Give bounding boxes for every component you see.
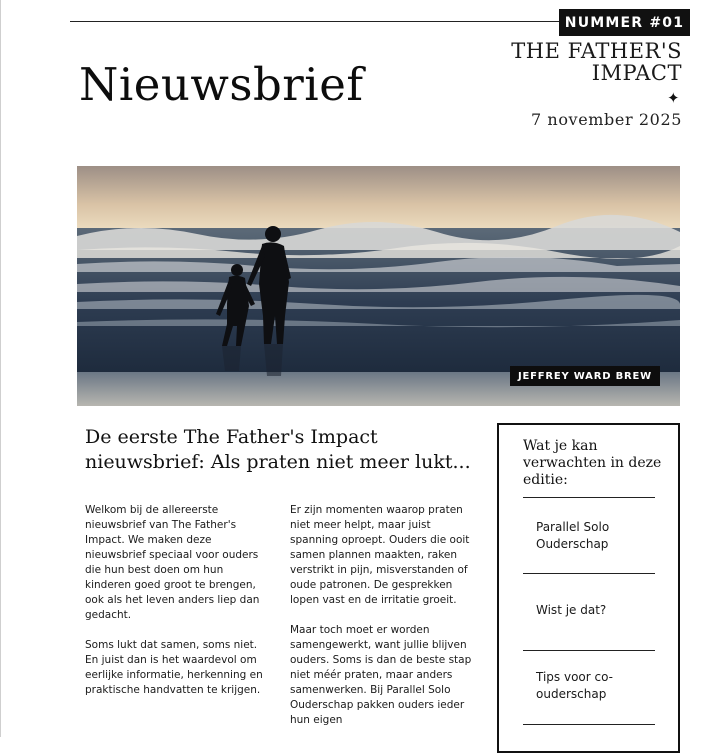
issue-badge: NUMMER #01 xyxy=(559,9,690,36)
contents-item-wist-je-dat[interactable]: Wist je dat? xyxy=(536,603,607,617)
article-paragraph: Soms lukt dat samen, soms niet. En juist dan is het waardevol om eerlijke informatie, herkenning en praktische handvatten te krijgen. xyxy=(85,639,263,696)
article-column-1 xyxy=(85,503,270,713)
divider xyxy=(523,650,655,651)
divider xyxy=(523,724,655,725)
article-column-2 xyxy=(290,503,475,743)
brand-name xyxy=(511,40,682,84)
page-edge xyxy=(0,0,1,737)
brand-line-1: THE FATHER'S xyxy=(511,39,682,63)
article-headline: De eerste The Father's Impact nieuwsbrief: Als praten niet meer lukt... xyxy=(85,426,471,473)
sparkle-icon: ✦ xyxy=(667,89,680,107)
contents-sidebar xyxy=(497,423,680,753)
article-paragraph: Maar toch moet er worden samengewerkt, want jullie blijven ouders. Soms is dan de beste stap niet méér praten, maar anders samenwerken. Bij Parallel Solo Ouderschap pakken ouders ieder hun eigen xyxy=(290,624,472,726)
issue-date: 7 november 2025 xyxy=(530,110,682,129)
divider xyxy=(523,573,655,574)
divider xyxy=(523,497,655,498)
sidebar-title: Wat je kan verwachten in deze editie: xyxy=(523,438,662,488)
contents-item-tips[interactable]: Tips voor co-ouderschap xyxy=(536,670,614,701)
photo-credit: JEFFREY WARD BREW xyxy=(510,366,660,386)
brand-line-2: IMPACT xyxy=(591,61,682,85)
contents-item-parallel-solo[interactable]: Parallel Solo Ouderschap xyxy=(536,520,610,551)
article-paragraph: Er zijn momenten waarop praten niet meer helpt, maar juist spanning oproept. Ouders die ooit samen plannen maakten, raken verstrikt in pijn, misverstanden of oude patronen. De gesprekken lopen vast en de irritatie groeit. xyxy=(290,504,470,606)
article-paragraph: Welkom bij de allereerste nieuwsbrief van The Father's Impact. We maken deze nieuwsbrief speciaal voor ouders die hun best doen om hun kinderen goed groot te brengen, ook als het leven anders liep dan gedacht. xyxy=(85,504,260,621)
newsletter-title: Nieuwsbrief xyxy=(79,58,364,111)
hero-image xyxy=(77,166,680,406)
